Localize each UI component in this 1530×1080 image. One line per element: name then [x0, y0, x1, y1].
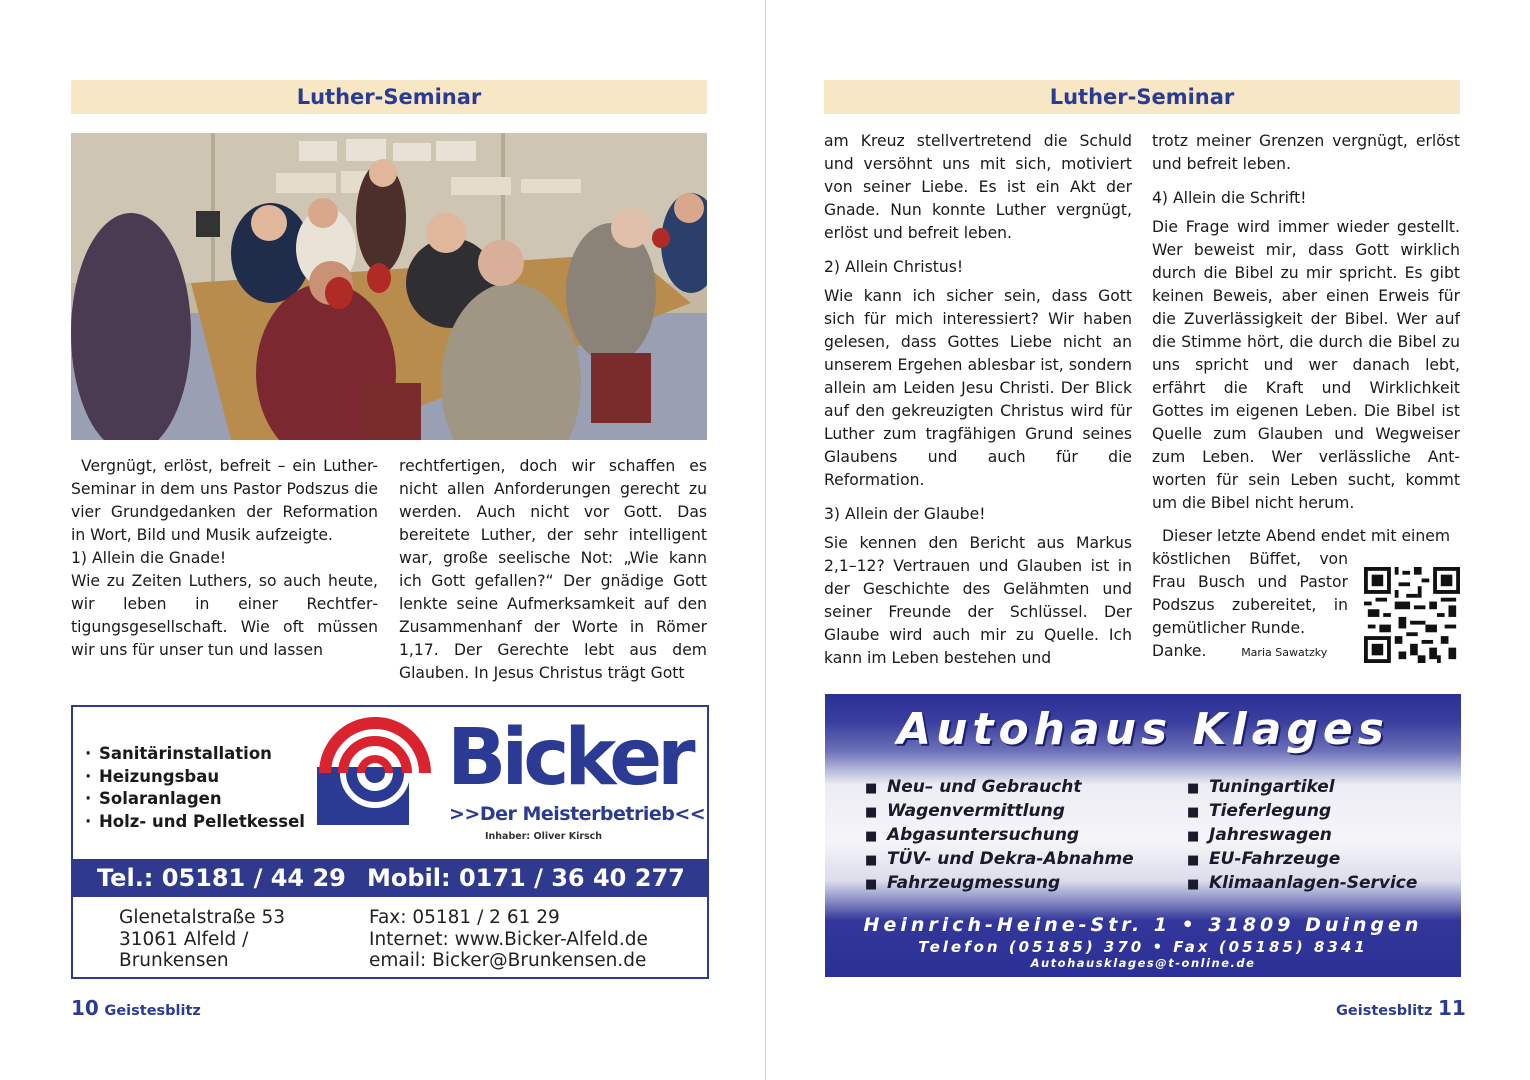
district: Brunkensen	[119, 950, 229, 971]
author-signature: Maria Sawatzky	[1241, 646, 1328, 659]
publication-name: Geistesblitz	[104, 1003, 201, 1019]
service-item: ■ Wagenvermittlung	[865, 800, 1134, 824]
paragraph: rechtfertigen, doch wir schaffen es nicht allen Anforderungen gerecht zu werden. Auch nicht vor Gott. Das bereitete Luther, der sehr intelligent war, große seelische Not: „Wie kann ich Gott gefallen?“ Der gnädige Gott lenkte seine Aufmerksamkeit auf den Zusammenhanf der Worte in Römer 1,17. Der Gerechte lebt aus dem Glauben. In Jesus Christus trägt Gott	[399, 457, 707, 682]
brand-name: Bicker	[447, 713, 691, 803]
page-number: 10	[71, 996, 99, 1020]
service-item: ■ Jahreswagen	[1187, 824, 1417, 848]
service-item: · Solaranlagen	[85, 788, 305, 811]
service-item: ■ Klimaanlagen-Service	[1187, 872, 1417, 896]
qr-code-icon	[1364, 567, 1460, 663]
paragraph: Wie kann ich sicher sein, dass Gott sich für mich interessiert? Wir haben gelesen, dass Gottes Liebe nicht an unserem Ergehen ablesbar ist, sondern allein am Leiden Jesu Christi. Der Blick auf den gekreuzigten Christus wird für Luther zum tragfähigen Grund seines Glaubens und auch für die Reformation.	[824, 287, 1132, 489]
city: 31061 Alfeld /	[119, 928, 249, 950]
service-item: ■ Abgasuntersuchung	[865, 824, 1134, 848]
paragraph: köstlichen Büffet, von Frau Busch und Pastor Podszus zubereitet, in gemütlicher Runde.	[1152, 550, 1348, 637]
phone-number: Tel.: 05181 / 44 29	[97, 864, 346, 892]
publication-name: Geistesblitz	[1336, 1003, 1433, 1019]
fax-number: Fax: 05181 / 2 61 29	[369, 907, 560, 928]
service-item: ■ Tuningartikel	[1187, 776, 1417, 800]
closing-line	[1152, 640, 1348, 664]
paragraph: trotz meiner Grenzen vergnügt, erlöst und befreit leben.	[1152, 132, 1460, 173]
article-column-3	[824, 130, 1132, 675]
service-list-right	[1187, 776, 1417, 896]
street: Glenetalstraße 53	[119, 907, 285, 928]
ad-phone: Telefon (05185) 370 • Fax (05185) 8341	[918, 938, 1368, 956]
phone-bar	[73, 859, 707, 897]
autohaus-klages-advertisement	[825, 694, 1461, 977]
postal-address	[119, 907, 285, 972]
subheading: 1) Allein die Gnade!	[71, 549, 227, 567]
article-column-2	[399, 455, 707, 685]
service-item: ■ TÜV- und Dekra-Abnahme	[865, 848, 1134, 872]
bicker-logo-icon	[317, 717, 439, 827]
service-item: ■ Neu– und Gebraucht	[865, 776, 1134, 800]
service-item: · Sanitärinstallation	[85, 743, 305, 766]
service-list	[85, 743, 305, 833]
page-footer	[1336, 996, 1466, 1020]
service-item: · Holz- und Pelletkessel	[85, 811, 305, 834]
article-column-1	[71, 455, 378, 685]
paragraph: am Kreuz stellvertretend die Schuld und versöhnt uns mit sich, motiviert von seiner Liebe. Es ist ein Akt der Gnade. Nun konnte Luther vergnügt, erlöst und befreit leben.	[824, 132, 1132, 242]
right-page	[766, 0, 1530, 1080]
ad-address: Heinrich-Heine-Str. 1 • 31809 Duingen	[863, 914, 1423, 936]
seminar-photo	[71, 133, 707, 440]
paragraph: Wie zu Zeiten Luthers, so auch heute, wir leben in einer Rechtfertigungsgesellschaft. Wie oft müssen wir uns für unser tun und lassen	[71, 572, 378, 659]
paragraph: Die Frage wird immer wieder gestellt. Wer beweist mir, dass Gott wirklich durch die Bibel zu mir spricht. Es gibt keinen Beweis, aber einen Erweis für die Zuverlässigkeit der Bibel. Wer auf die Stimme hört, die durch die Bibel zu uns spricht und wer danach lebt, erfährt die Kraft und Wirklichkeit Gottes im eigenen Leben. Die Bibel ist Quelle zum Glauben und Wegweiser zum Leben. Wer verlässliche Antworten für sein Leben sucht, kommt um die Bibel nicht herum.	[1152, 218, 1460, 512]
paragraph: Sie kennen den Bericht aus Markus 2,1–12? Vertrauen und Glauben ist in der Geschichte des Gelähmten und seiner Freunde der Schlüssel. Der Glaube wird auch mir zu Quelle. Ich kann im Leben bestehen und	[824, 534, 1132, 667]
subheading: 4) Allein die Schrift!	[1152, 189, 1307, 207]
page-number: 11	[1438, 996, 1466, 1020]
owner-name: Inhaber: Oliver Kirsch	[485, 831, 603, 842]
service-item: ■ Tieferlegung	[1187, 800, 1417, 824]
brand-slogan: >>Der Meisterbetrieb<<	[449, 803, 706, 825]
email-link: email: Bicker@Brunkensen.de	[369, 950, 647, 971]
service-item: ■ Fahrzeugmessung	[865, 872, 1134, 896]
section-header: Luther-Seminar	[824, 80, 1460, 114]
contact-info	[369, 907, 648, 972]
mobile-number: Mobil: 0171 / 36 40 277	[367, 864, 685, 892]
service-item: · Heizungsbau	[85, 766, 305, 789]
bicker-advertisement	[71, 705, 709, 979]
paragraph: Dieser letzte Abend endet mit einem	[1162, 527, 1451, 545]
service-list-left	[865, 776, 1134, 896]
subheading: 2) Allein Christus!	[824, 258, 964, 276]
paragraph: Vergnügt, erlöst, befreit – ein Luther-Seminar in dem uns Pastor Podszus die vier Grundgedanken der Reformation in Wort, Bild und Musik aufzeigte.	[71, 457, 378, 544]
closing-paragraph	[1152, 548, 1348, 664]
subheading: 3) Allein der Glaube!	[824, 505, 986, 523]
ad-title: Autohaus Klages	[897, 704, 1389, 755]
ad-email: Autohausklages@t-online.de	[1030, 956, 1256, 970]
page-footer	[71, 996, 201, 1020]
section-header: Luther-Seminar	[71, 80, 707, 114]
service-item: ■ EU-Fahrzeuge	[1187, 848, 1417, 872]
thanks-text: Danke.	[1152, 642, 1207, 660]
website-link: Internet: www.Bicker-Alfeld.de	[369, 928, 648, 950]
